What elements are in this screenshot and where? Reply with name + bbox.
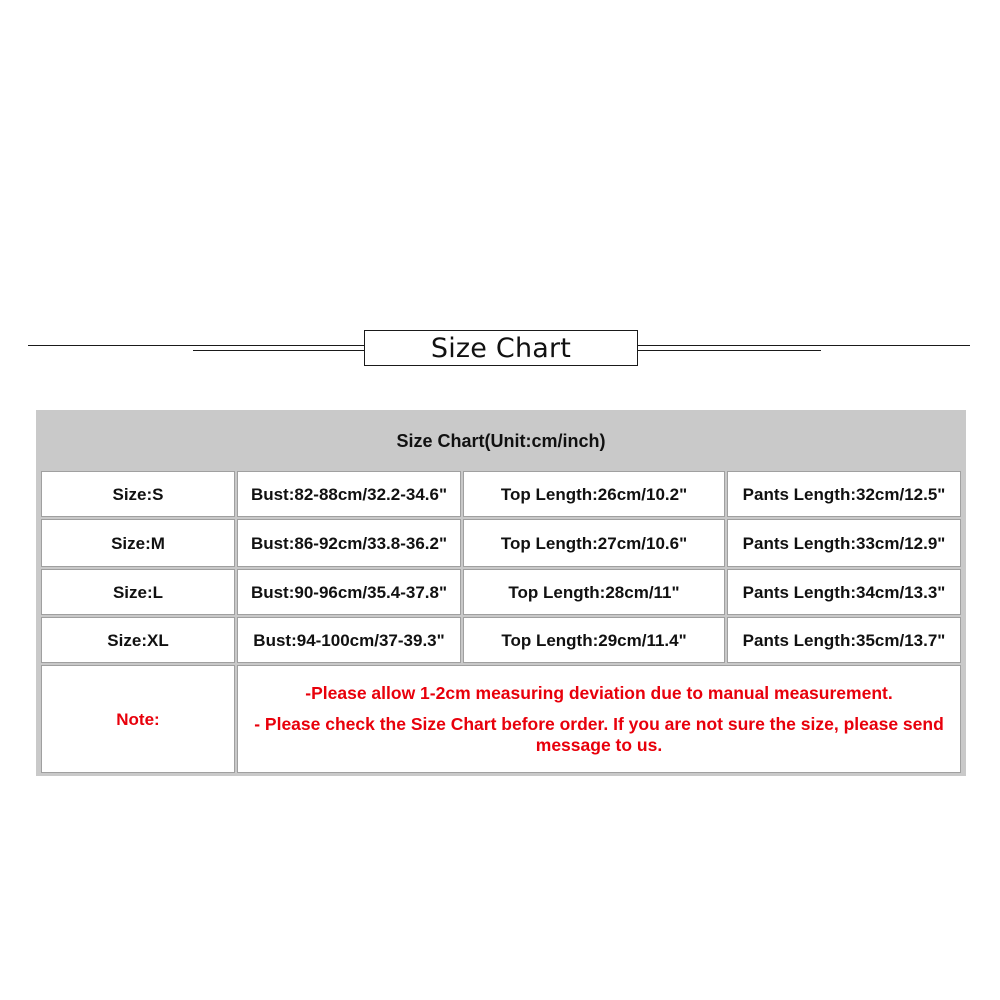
page-title: Size Chart [430,332,572,364]
size-cell: Size:L [41,569,235,615]
top-length-cell: Top Length:28cm/11" [463,569,725,615]
top-length-cell: Top Length:27cm/10.6" [463,519,725,567]
top-length-cell: Top Length:29cm/11.4" [463,617,725,663]
size-cell: Size:S [41,471,235,517]
table-header: Size Chart(Unit:cm/inch) [39,413,963,469]
title-rule-left-short [193,350,364,351]
note-line-check-chart: - Please check the Size Chart before order. If you are not sure the size, please send message to us. [254,713,944,755]
bust-cell: Bust:94-100cm/37-39.3" [237,617,461,663]
bust-cell: Bust:82-88cm/32.2-34.6" [237,471,461,517]
size-cell: Size:XL [41,617,235,663]
size-chart-table [36,410,966,776]
title-rule-left [28,345,364,346]
bust-cell: Bust:90-96cm/35.4-37.8" [237,569,461,615]
top-length-cell: Top Length:26cm/10.2" [463,471,725,517]
title-rule-right-short [638,350,821,351]
size-cell: Size:M [41,519,235,567]
pants-length-cell: Pants Length:33cm/12.9" [727,519,961,567]
pants-length-cell: Pants Length:35cm/13.7" [727,617,961,663]
note-line-measurement: -Please allow 1-2cm measuring deviation due to manual measurement. [305,682,893,703]
note-body [237,665,961,773]
pants-length-cell: Pants Length:32cm/12.5" [727,471,961,517]
bust-cell: Bust:86-92cm/33.8-36.2" [237,519,461,567]
title-rule-right [638,345,970,346]
title-box [364,330,638,366]
note-label: Note: [41,665,235,773]
pants-length-cell: Pants Length:34cm/13.3" [727,569,961,615]
